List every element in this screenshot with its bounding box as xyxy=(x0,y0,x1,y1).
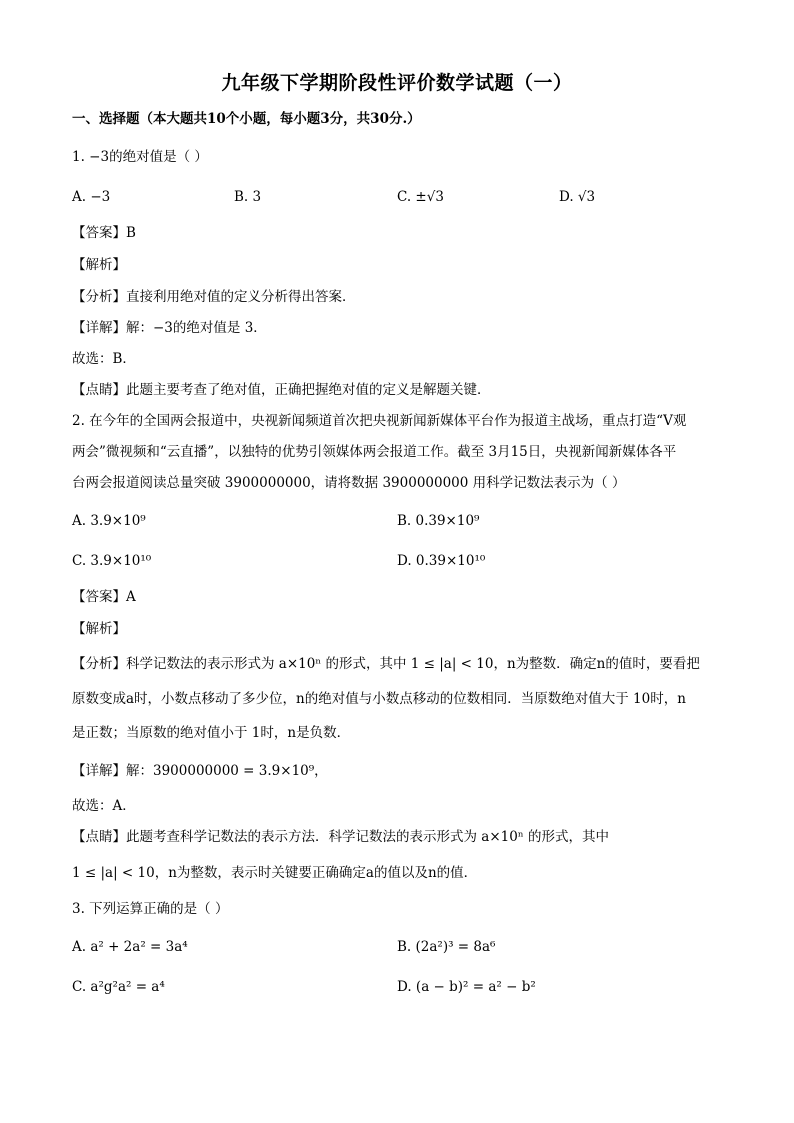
question-2-answer: 【答案】A xyxy=(72,589,136,605)
question-2-stem-line-3: 台两会报道阅读总量突破 3900000000，请将数据 3900000000 用科学记数法表示为（ ） xyxy=(72,475,626,491)
question-1-stem: 1. −3的绝对值是（ ） xyxy=(72,149,208,165)
question-2-stem-line-1: 2. 在今年的全国两会报道中，央视新闻频道首次把央视新闻新媒体平台作为报道主战场，重点打造“V观 xyxy=(72,413,687,429)
question-3-option-d: D. (a − b)² = a² − b² xyxy=(397,979,536,995)
question-1-option-b: B. 3 xyxy=(234,189,262,205)
question-3-option-b: B. (2a²)³ = 8a⁶ xyxy=(397,939,496,955)
question-2-fenxi-line-2: 原数变成a时，小数点移动了多少位，n的绝对值与小数点移动的位数相同．当原数绝对值大于 10时，n xyxy=(72,691,686,707)
question-2-option-a: A. 3.9×10⁹ xyxy=(72,513,146,529)
page-title: 九年级下学期阶段性评价数学试题（一） xyxy=(221,72,573,94)
question-2-analysis-label: 【解析】 xyxy=(72,621,126,637)
question-2-choice: 故选：A． xyxy=(72,798,136,814)
question-2-option-d: D. 0.39×10¹⁰ xyxy=(397,553,486,569)
question-1-option-c: C. ±√3 xyxy=(397,189,444,205)
question-1-detail: 【详解】解：−3的绝对值是 3． xyxy=(72,320,267,336)
question-1-fenxi: 【分析】直接利用绝对值的定义分析得出答案． xyxy=(72,289,356,305)
question-2-detail: 【详解】解：3900000000 = 3.9×10⁹， xyxy=(72,763,328,779)
question-1-analysis-label: 【解析】 xyxy=(72,257,126,273)
question-2-fenxi-line-3: 是正数；当原数的绝对值小于 1时，n是负数． xyxy=(72,725,351,741)
section-heading: 一、选择题（本大题共10个小题，每小题3分，共30分.） xyxy=(72,111,421,127)
question-2-comment-line-2: 1 ≤ |a| < 10，n为整数，表示时关键要正确确定a的值以及n的值． xyxy=(72,865,478,881)
question-2-comment-line-1: 【点睛】此题考查科学记数法的表示方法．科学记数法的表示形式为 a×10ⁿ 的形式，其中 xyxy=(72,829,609,845)
question-2-option-c: C. 3.9×10¹⁰ xyxy=(72,553,152,569)
question-2-fenxi-line-1: 【分析】科学记数法的表示形式为 a×10ⁿ 的形式，其中 1 ≤ |a| < 10，n为整数．确定n的值时，要看把 xyxy=(72,656,700,672)
question-3-option-c: C. a²g²a² = a⁴ xyxy=(72,979,165,995)
question-2-option-b: B. 0.39×10⁹ xyxy=(397,513,480,529)
question-1-option-a: A. −3 xyxy=(72,189,111,205)
question-3-option-a: A. a² + 2a² = 3a⁴ xyxy=(72,939,188,955)
question-1-choice: 故选：B． xyxy=(72,351,136,367)
question-1-comment: 【点睛】此题主要考查了绝对值，正确把握绝对值的定义是解题关键． xyxy=(72,382,491,398)
question-1-answer: 【答案】B xyxy=(72,225,136,241)
question-2-stem-line-2: 两会”微视频和“云直播”，以独特的优势引领媒体两会报道工作。截至 3月15日，央视新闻新媒体各平 xyxy=(72,444,677,460)
question-1-option-d: D. √3 xyxy=(559,189,596,205)
question-3-stem: 3. 下列运算正确的是（ ） xyxy=(72,901,229,917)
